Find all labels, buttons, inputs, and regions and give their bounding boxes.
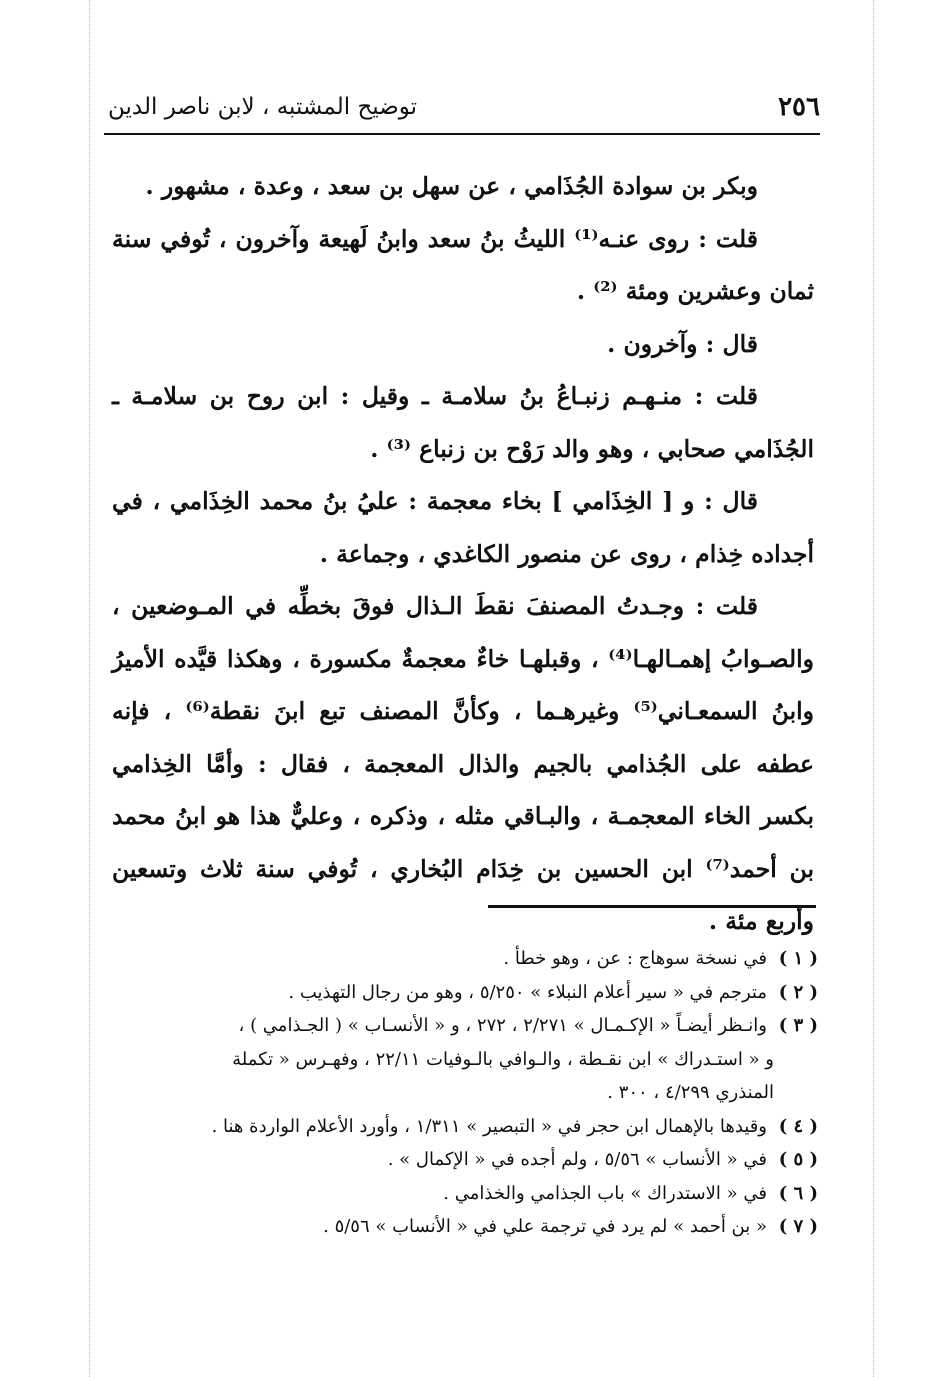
footnote-number: ( ٦ ) [778,1182,818,1204]
footnote-text: في نسخة سوهاج : عن ، وهو خطأ . [503,948,767,969]
footnote-text: وانـظر أيضـاً « الإكـمـال » ٢/٢٧١ ، ٢٧٢ ، و « الأنسـاب » ( الجـذامي ) ، [238,1015,767,1036]
footnote-number: ( ٣ ) [778,1015,818,1036]
footnote [112,1143,818,1177]
paragraph: وبكر بن سوادة الجُذَامي ، عن سهل بن سعد ، وعدة ، مشهور . [145,172,758,200]
footnote-continuation: و « استـدراك » ابن نقـطة ، والـوافي بالـوفيات ٢٢/١١ ، وفهـرس « تكملة [232,1048,774,1070]
footnote [112,1177,818,1211]
footnote-rule [488,905,816,908]
footnote [112,976,818,1010]
footnote-continuation: المنذري ٤/٢٩٩ ، ٣٠٠ . [607,1082,774,1103]
footnote-text: « بن أحمد » لم يرد في ترجمة علي في « الأنساب » ٥/٥٦ . [323,1216,767,1237]
paragraph: قلت : روى عنـه⁽¹⁾ الليثُ بنُ سعد وابنُ لَهيعة وآخرون ، تُوفي سنة ثمان وعشرين ومئة ⁽²⁾ . [112,224,814,305]
footnote [112,942,818,976]
footnote-number: ( ٤ ) [778,1115,818,1137]
footnote-text: وقيدها بالإهمال ابن حجر في « التبصير » ١/٣١١ ، وأورد الأعلام الواردة هنا . [211,1115,767,1137]
footnote-text: في « الاستدراك » باب الجذامي والخذامي . [443,1182,767,1204]
scan-artifact-line [89,0,90,1377]
paragraph: قال : وآخرون . [607,329,758,358]
footnote [112,1210,818,1244]
footnote-text: في « الأنساب » ٥/٥٦ ، ولم أجده في « الإكمال » . [387,1149,767,1170]
running-title: توضيح المشتبه ، لابن ناصر الدين [108,94,418,120]
footnote [112,1009,818,1043]
header-rule [104,133,820,135]
main-text [112,160,814,948]
footnote-number: ( ١ ) [778,948,818,969]
footnote-number: ( ٢ ) [778,981,818,1003]
page-header [108,92,820,126]
footnote-number: ( ٧ ) [778,1216,818,1237]
paragraph: قلت : وجـدتُ المصنفَ نقطَ الـذال فوقَ بخطِّه في المـوضعين ، والصـوابُ إهمـالهـا⁽⁴⁾ ، وقبلهـا خاءٌ معجمةٌ مكسورة ، وهكذا قيَّده الأميرُ وابنُ السمعـاني⁽⁵⁾ وغيرهـما ، وكأنَّ المصنف تبع ابنَ نقطة⁽⁶⁾ ، فإنه عطفه على الجُذامي بالجيم والذال المعجمة ، فقال : وأمَّا الخِذامي بكسر الخاء المعجمـة ، والبـاقي مثله ، وذكره ، وعليٌّ هذا هو ابنُ محمد بن أحمد⁽⁷⁾ ابن الحسين بن خِدَام البُخاري ، تُوفي سنة ثلاث وتسعين وأربع مئة . [112,592,815,935]
scan-artifact-line [873,0,874,1377]
footnote-number: ( ٥ ) [778,1149,818,1170]
page-number: ٢٥٦ [778,92,820,122]
footnotes [112,942,818,1244]
footnote [112,1110,818,1144]
paragraph: قال : و [ الخِذَامي ] بخاء معجمة : عليُ بنُ محمد الخِذَامي ، في أجداده خِذام ، روى عن منصور الكاغدي ، وجماعة . [112,487,814,568]
paragraph: قلت : منـهـم زنبـاعُ بنُ سلامـة ـ وقيل : ابن روح بن سلامـة ـ الجُذَامي صحابي ، وهو والد رَوْح بن زنباع ⁽³⁾ . [112,382,814,463]
footnote-text: مترجم في « سير أعلام النبلاء » ٥/٢٥٠ ، وهو من رجال التهذيب . [288,981,767,1003]
